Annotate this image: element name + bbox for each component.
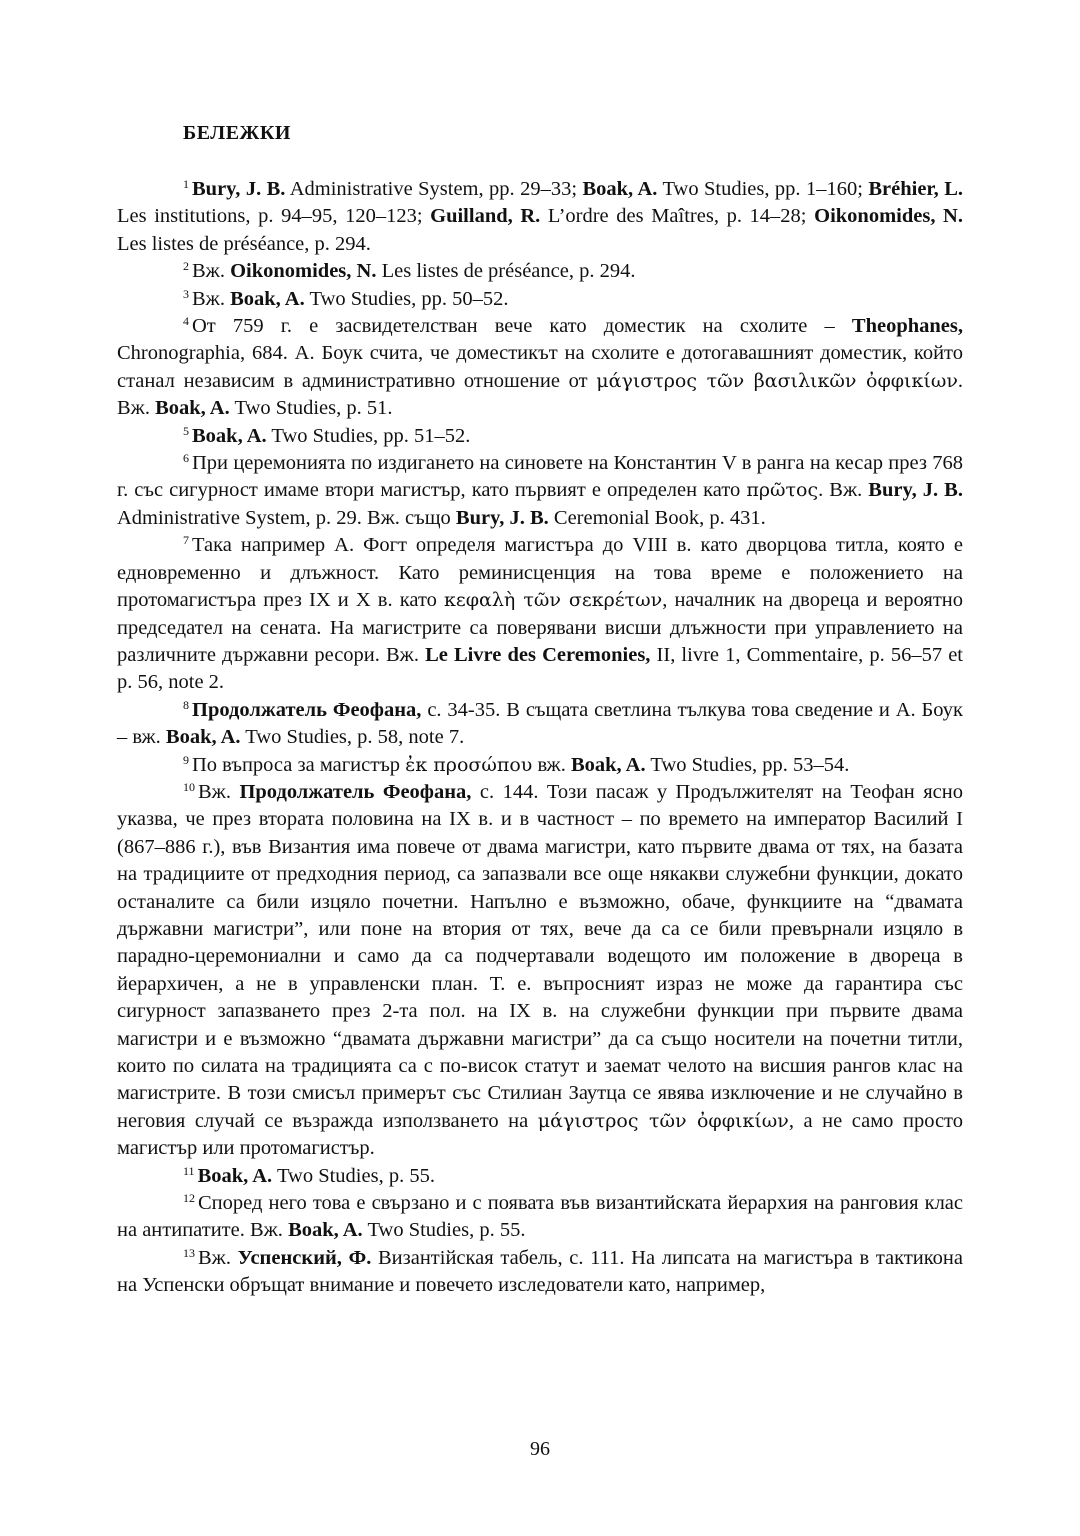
- footnote-1: [117, 176, 963, 258]
- footnote-text: с. 34-35. В същата светлина тълкува това сведение и А. Боук – вж.: [117, 698, 963, 749]
- footnote-number: 4: [183, 314, 189, 329]
- greek-term: μάγιστρος τῶν βασιλικῶν ὀφφικίων: [596, 369, 958, 392]
- bold-reference: Bury, J. B.: [192, 178, 286, 200]
- footnote-text: Two Studies, pp. 53–54.: [645, 753, 850, 776]
- footnote-text: Administrative System, p. 29. Вж. също: [117, 506, 456, 529]
- footnote-number: 5: [183, 423, 189, 438]
- footnote-13: [117, 1245, 963, 1300]
- footnote-text: Two Studies, pp. 1–160;: [657, 178, 869, 200]
- footnote-6: [117, 450, 963, 532]
- bold-reference: Продолжатель Феофана,: [239, 780, 472, 803]
- footnote-text: Византiйская табель, с. 111. На липсата на магистъра в тактикона на Успенски обръщат внимание и повечето изследователи като, например,: [117, 1246, 963, 1297]
- bold-reference: Guilland, R.: [430, 205, 541, 228]
- footnote-text: Two Studies, p. 55.: [272, 1164, 435, 1187]
- bold-reference: Oikonomides, N.: [814, 205, 963, 228]
- footnote-number: 12: [183, 1191, 195, 1206]
- footnote-number: 13: [183, 1245, 195, 1260]
- footnote-text: L’ordre des Maîtres, p. 14–28;: [540, 205, 815, 228]
- footnote-text: Les listes de préséance, p. 294.: [376, 260, 636, 283]
- bold-reference: Le Livre des Ceremonies,: [425, 643, 651, 666]
- notes-heading: БЕЛЕЖКИ: [183, 122, 291, 144]
- footnote-number: 6: [183, 451, 189, 466]
- footnote-12: [117, 1190, 963, 1245]
- footnote-text: , а не само просто магистър или протомагистър.: [117, 1109, 963, 1160]
- bold-reference: Boak, A.: [197, 1164, 273, 1187]
- footnote-text: Вж.: [192, 287, 231, 310]
- footnote-number: 11: [183, 1163, 195, 1178]
- greek-term: μάγιστρος τῶν ὀφφικίων: [537, 1109, 789, 1132]
- bold-reference: Успенский, Ф.: [237, 1246, 372, 1269]
- footnote-11: [117, 1163, 963, 1190]
- footnote-text: Вж.: [192, 260, 231, 283]
- footnote-text: вж.: [532, 753, 571, 776]
- footnote-text: Според него това е свързано и с появата във византийската йерархия на ранговия клас на антипатите. Вж.: [117, 1192, 963, 1242]
- footnote-9: [117, 752, 963, 779]
- footnote-text: , началник на двореца и вероятно председател на сената. На магистрите са поверявани висши длъжности при управлението на различните държавни ресори. Вж.: [117, 589, 963, 666]
- footnote-text: Two Studies, pp. 50–52.: [304, 287, 509, 310]
- footnote-text: Така например А. Фогт определя магистъра до VIII в. като дворцова титла, която е едновременно и длъжност. Като реминисценция на това време е положението на протомагистъра през IX и X в. като: [117, 534, 963, 612]
- bold-reference: Bury, J. B.: [455, 506, 549, 529]
- footnote-number: 10: [183, 779, 195, 794]
- footnote-text: Two Studies, pp. 51–52.: [266, 424, 471, 447]
- footnote-text: Chronographia, 684. А. Боук счита, че доместикът на схолите е дотогавашният доместик, който станал независим в административно отношение от: [117, 342, 963, 392]
- bold-reference: Boak, A.: [165, 726, 241, 749]
- footnote-number: 3: [183, 286, 189, 301]
- footnote-4: [117, 313, 963, 423]
- bold-reference: Продолжатель Феофана,: [192, 698, 422, 721]
- footnote-text: Вж.: [198, 1246, 238, 1269]
- footnote-number: 7: [183, 533, 189, 548]
- greek-term: πρῶτος: [746, 479, 819, 502]
- bold-reference: Boak, A.: [230, 287, 305, 310]
- bold-reference: Bréhier, L.: [868, 178, 963, 200]
- footnote-2: [117, 258, 963, 285]
- footnote-text: Two Studies, p. 51.: [229, 397, 393, 420]
- footnote-text: Two Studies, p. 55.: [362, 1219, 526, 1242]
- bold-reference: Oikonomides, N.: [230, 260, 377, 283]
- footnote-number: 8: [183, 697, 189, 712]
- bold-reference: Boak, A.: [570, 753, 646, 776]
- footnote-text: От 759 г. е засвидетелстван вече като доместик на схолите –: [192, 315, 852, 338]
- footnote-text: . Вж.: [117, 369, 964, 420]
- footnote-text: Ceremonial Book, p. 431.: [548, 506, 766, 529]
- footnote-text: II, livre 1, Commentaire, p. 56–57 et p. 56, note 2.: [117, 643, 964, 694]
- footnote-number: 1: [183, 177, 189, 191]
- bold-reference: Boak, A.: [192, 424, 267, 447]
- page-number: 96: [530, 1438, 550, 1460]
- bold-reference: Boak, A.: [288, 1219, 363, 1242]
- footnote-number: 9: [183, 752, 189, 767]
- notes-list: [117, 176, 963, 1300]
- footnote-text: Les listes de préséance, p. 294.: [117, 232, 371, 255]
- footnote-text: с. 144. Този пасаж у Продължителят на Теофан ясно указва, че през втората половина на IX в. и в частност – по времето на император Василий I (867–886 г.), във Византия има повече от двама магистри, като първите двама от тях, на базата на традициите от предходния период, са запазвали все още някакви служебни функции, докато останалите са били изцяло почетни. Напълно е възможно, обаче, функциите на “двамата държавни магистри”, или поне на втория от тях, вече да са се били превърнали изцяло в парадно-церемониални и само да са подчертавали водещото им положение в двореца в йерархичен, а не в управленски план. Т. е. въпросният израз не може да гарантира със сигурност запазването през 2-та пол. на IX в. на служебни функции при първите двама магистри и е възможно “двамата държавни магистри” да са също носители на почетни титли, които по силата на традицията са с по-висок статут и заемат челото на висшия рангов клас на магистрите. В този смисъл примерът със Стилиан Заутца се явява изключение и не случайно в неговия случай се възражда използването на: [117, 780, 963, 1132]
- bold-reference: Bury, J. B.: [868, 479, 963, 502]
- footnote-3: [117, 286, 963, 313]
- bold-reference: Boak, A.: [582, 178, 658, 200]
- footnote-text: По въпроса за магистър: [192, 753, 406, 776]
- footnote-text: . Вж.: [818, 479, 869, 502]
- footnote-5: [117, 423, 963, 450]
- footnote-text: Two Studies, p. 58, note 7.: [240, 726, 465, 749]
- footnote-number: 2: [183, 259, 189, 274]
- footnote-text: Вж.: [198, 780, 240, 803]
- footnote-text: Les institutions, p. 94–95, 120–123;: [117, 205, 431, 228]
- footnote-text: Administrative System, pp. 29–33;: [285, 178, 583, 200]
- footnote-7: [117, 532, 963, 696]
- footnote-8: [117, 697, 963, 752]
- greek-term: ἐκ προσώπου: [405, 753, 533, 776]
- bold-reference: Boak, A.: [155, 397, 230, 420]
- greek-term: κεφαλὴ τῶν σεκρέτων: [444, 589, 663, 612]
- footnote-10: [117, 779, 963, 1163]
- bold-reference: Theophanes,: [851, 315, 963, 338]
- footnote-text: При церемонията по издигането на синовете на Константин V в ранга на кесар през 768 г. със сигурност имаме втори магистър, като първият е определен като: [117, 452, 963, 502]
